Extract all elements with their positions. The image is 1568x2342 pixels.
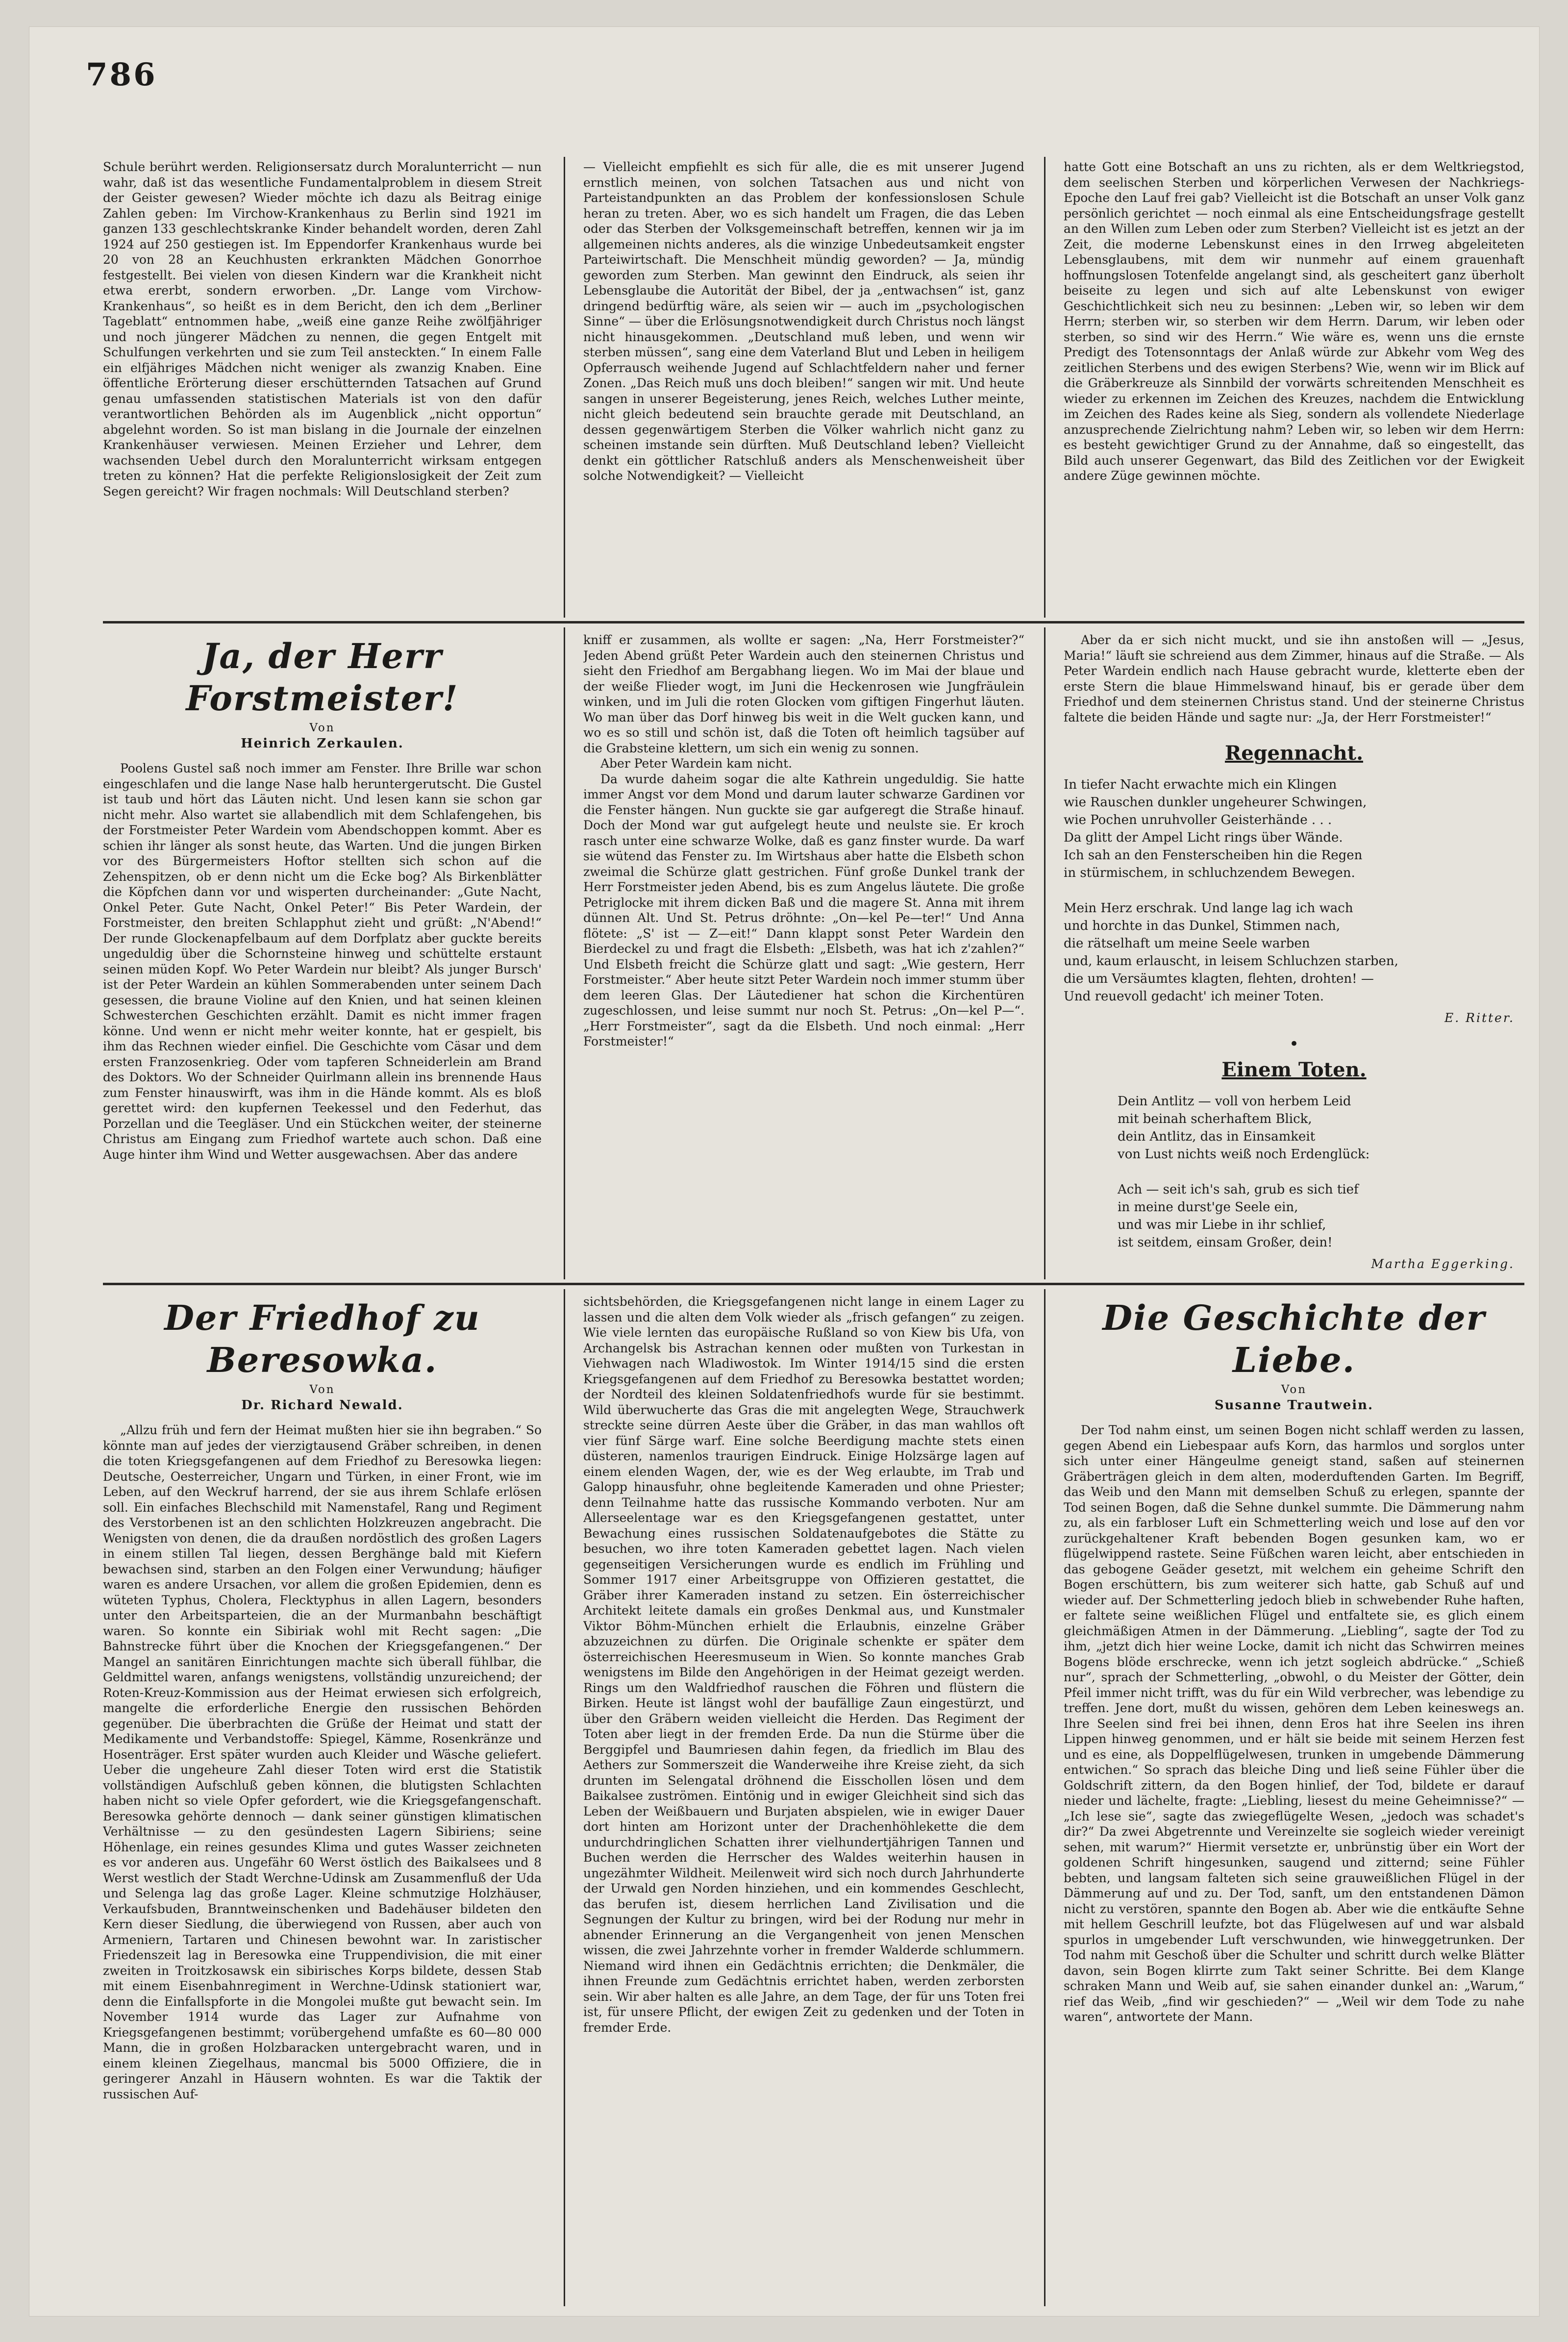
poem-einem-toten-author: Martha Eggerking. xyxy=(1371,1256,1515,1271)
poem-line: In tiefer Nacht erwachte mich ein Klingen xyxy=(1064,777,1337,792)
poem-line: die um Versäumtes klagten, flehten, drohten! — xyxy=(1064,972,1374,986)
friedhof-byline-label: Von xyxy=(309,1383,335,1396)
poem-separator: • xyxy=(1289,1034,1299,1054)
liebe-text: Der Tod nahm einst, um seinen Bogen nicht schlaff werden zu lassen, gegen Abend ein Liebespaar aufs Korn, das harmlos und sorglos unter sich unter einer Hängeulme geneigt stand, saßen auf steinernen Gräberträgen gleich in dem alten, moderduftenden Garten. Im Begriff, das Weib und den Mann mit demselben Schuß zu erlegen, spannte der Tod seinen Bogen, daß die Sehne dunkel summte. Die Dämmerung nahm zu, als ein farbloser Luft ein Schmetterling weich und lose auf den vor zurückgehaltener Kraft bebenden Bogen gesunken kam, wo er flügelwippend rastete. Seine Füßchen waren leicht, aber entschieden in das gebogene Geäder gesetzt, mit welchem ein geheime Schrift den Bogen erschüttern, bis zum weiterer sich hatte, gab Schuß auf und wieder auf. Der Schmetterling jedoch blieb in schwebender Ruhe haften, er faltete seine weißlichen Flügel und entfaltete sie, es glich einem gleichmäßigen Atmen in der Dämmerung. „Liebling“, sagte der Tod zu ihm, „jetzt dich hier weine Locke, damit ich nicht das Schwirren meines Bogens blöde erschrecke, wenn ich jetzt sogleich abdrücke.“ „Schieß nur“, sprach der Schmetterling, „obwohl, o du Meister der Götter, dein Pfeil immer nicht trifft, was du für ein Wild verbrecher, was lebendige zu treffen. Jene dort, mußt du wissen, gehören dem Leben keineswegs an. Ihre Seelen sind frei bei ihnen, denn Eros hat ihre Seelen ins ihren Lippen hinweg genommen, und er hält sie beide mit seinem Herzen fest und es eine, als Doppelflügelwesen, trunken in umgebende Dämmerung entwichen.“ So sprach das bleiche Ding und ließ seine Fühler über die Goldschrift zittern, da den Bogen hinlief, der Tod, bildete er darauf nieder und lächelte, fragte: „Liebling, liesest du meine Geheimnisse?“ — „Ich lese sie“, sagte das zwiegeflügelte Wesen, „jedoch was schadet's dir?“ Da zwei Abgetrennte und Vereinzelte sie sogleich wieder vereinigt sehen, mit warum?“ Hiermit versetzte er, unbrünstig über ein Wort der goldenen Schrift hingesunken, saugend und zitternd; seine Fühler bebten, und langsam falteten sich seine grauweißlichen Flügel in der Dämmerung auf und zu. Der Tod, sanft, um den entstandenen Dämon nicht zu verstören, spannte den Bogen ab. Aber wie die entkäufte Sehne mit hellem Geschrill leufzte, bot das Flügelwesen auf und war alsbald spurlos in umgebender Luft verschwunden, wie hinweggetrunken. Der Tod nahm mit Geschoß über die Schulter und schritt durch welke Blätter davon, sein Bogen klirrte zum Takt seiner Schritte. Bei dem Klange schraken Mann und Weib auf, sie sahen einander dunkel an: „Warum,“ rief das Weib, „find wir geschieden?“ — „Weil wir dem Tode zu nahe waren“, antwortete der Mann. xyxy=(1064,1423,1524,2024)
liebe-author: Susanne Trautwein. xyxy=(1214,1398,1374,1413)
liebe-column xyxy=(1064,1294,1524,2304)
section-divider xyxy=(103,1283,1524,1285)
forst-text-1: Poolens Gustel saß noch immer am Fenster. Ihre Brille war schon eingeschlafen und die lange Nase halb heruntergerutscht. Die Gustel ist taub und hört das Läuten nicht. Und lesen kann sie schon gar nicht mehr. Also wartet sie allabendlich mit dem Schlafengehen, bis der Forstmeister Peter Wardein vom Abendschoppen kommt. Aber es schien ihr länger als sonst heute, das Warten. Und die jungen Birken vor des Bürgermeisters Hoftor stellten sich schon auf die Zehenspitzen, ob er denn nicht um die Ecke bog? Als Birkenblätter die Köpfchen dann vor und wisperten durcheinander: „Gute Nacht, Onkel Peter. Gute Nacht, Onkel Peter!“ Bis Peter Wardein, der Forstmeister, den breiten Schlapphut zieht und grüßt: „N'Abend!“ Der runde Glockenapfelbaum auf dem Dorfplatz aber guckte bereits ungeduldig über die Schornsteine hinweg und schüttelte erstaunt seinen müden Kopf. Wo Peter Wardein nur bleibt? Als junger Bursch' ist der Peter Wardein an kühlen Sommerabenden unter seinem Dach gesessen, die braune Violine auf den Knien, und hat seinen kleinen Schwesterchen Geschichten erzählt. Damit es nicht immer fragen könne. Und wenn er nicht mehr weiter konnte, hat er gespielt, bis ihm das Rechnen wieder einfiel. Die Geschichte vom Cäsar und dem ersten Franzosenkrieg. Oder vom tapferen Schneiderlein am Brand des Doktors. Wo der Schneider Quirlmann allein ins brennende Haus zum Fenster hinauswirft, was ihm in die Hände kommt. Als es bloß gerettet wird: den kupfernen Teekessel und den Federhut, das Porzellan und die Teegläser. Und ein Stückchen weiter, der steinerne Christus am Eingang zum Friedhof wartete auch schon. Daß eine Auge hinter ihm Wind und Wetter ausgewachsen. Aber das andere xyxy=(103,761,542,1162)
column-rule xyxy=(564,627,565,1279)
essay-text-2: — Vielleicht empfiehlt es sich für alle, die es mit unserer Jugend ernstlich meinen, von solchen Tatsachen aus und nicht von Parteistandpunkten an das Problem der konfessionslosen Schule heran zu treten. Aber, wo es sich handelt um Fragen, die das Leben oder das Sterben der Volksgemeinschaft betreffen, kennen wir ja im allgemeinen nichts anderes, als die winzige Unbedeutsamkeit engster Parteiwirtschaft. Die Menschheit mündig geworden? — Ja, mündig geworden zum Sterben. Man gewinnt den Eindruck, als seien ihr Lebensglaube die Autorität der Bibel, der ja „entwachsen“ ist, ganz dringend bedürftig wäre, als seien wir — auch im „psychologischen Sinne“ — über die Erlösungsnotwendigkeit durch Christus noch längst nicht hinausgekommen. „Deutschland muß leben, und wenn wir sterben müssen“, sang eine dem Vaterland Blut und Leben in heiligem Opferrausch weihende Jugend auf Schlachtfeldern naher und ferner Zonen. „Das Reich muß uns doch bleiben!“ sangen wir mit. Und heute sangen in unserer Begeisterung, jenes Reich, welches Luther meinte, nicht gleich bedeutend sein brauchte gerade mit Deutschland, an dessen gegenwärtigem Sterben die Völker wahrlich nicht ganz zu scheinen imstande sein dürften. Muß Deutschland leben? Vielleicht denkt ein göttlicher Ratschluß anders als Menschenweisheit über solche Notwendigkeit? — Vielleicht xyxy=(583,160,1024,483)
forst-column-3 xyxy=(1064,632,1524,1277)
poem-line: Dein Antlitz — voll von herbem Leid xyxy=(1118,1094,1351,1109)
page-number: 786 xyxy=(86,56,157,93)
forst-text-2b: Aber Peter Wardein kam nicht. xyxy=(600,756,793,771)
liebe-title: Die Geschichte der Liebe. xyxy=(1102,1297,1486,1380)
friedhof-column-1 xyxy=(103,1294,542,2304)
friedhof-column-2 xyxy=(583,1294,1024,2304)
poem-line: Und reuevoll gedacht' ich meiner Toten. xyxy=(1064,989,1324,1004)
forst-column-2 xyxy=(583,632,1024,1277)
friedhof-text-2: sichtsbehörden, die Kriegsgefangenen nicht lange in einem Lager zu lassen und die alten dem Volk wieder als „frisch gefangen“ zu zeigen. Wie viele lernten das europäische Rußland so von Kiew bis Ufa, von Archangelsk bis Astrachan kennen oder mußten von Turkestan in Viehwagen nach Wladiwostok. Im Winter 1914/15 sind die ersten Kriegsgefangenen auf dem Friedhof zu Beresowka bestattet worden; der Nordteil des kleinen Soldatenfriedhofs wurde für sie bestimmt. Wild überwucherte das Gras die mit angelegten Wege, Strauchwerk streckte seine dürren Aeste über die Gräber, in das man wahllos oft vier fünf Särge warf. Eine solche Beerdigung machte stets einen düsteren, namenlos traurigen Eindruck. Einige Holzsärge lagen auf einem elenden Wagen, der, wie es der Weg erlaubte, im Trab und Galopp hinausfuhr, ohne begleitende Kameraden und ohne Priester; denn Teilnahme hatte das russische Kommando verboten. Nur am Allerseelentage war es den Kriegsgefangenen gestattet, unter Bewachung eines russischen Soldatenaufgebotes die Stätte zu besuchen, wo ihre toten Kameraden gebettet lagen. Nach vielen gegenseitigen Versicherungen wurde es endlich im Frühling und Sommer 1917 einer Arbeitsgruppe von Offizieren gestattet, die Gräber ihrer Kameraden instand zu setzen. Ein österreichischer Architekt leitete damals ein großes Denkmal aus, und Kunstmaler Viktor Böhm-München erhielt die Erlaubnis, einzelne Gräber abzuzeichnen zu dürfen. Die Originale schenkte er später dem österreichischen Heeresmuseum in Wien. So konnte manches Grab wenigstens im Bilde den Angehörigen in der Heimat gezeigt werden. Rings um den Waldfriedhof rauschen die Föhren und flüstern die Birken. Heute ist längst wohl der baufällige Zaun eingestürzt, und über den Gräbern weiden vielleicht die Herden. Das Regiment der Toten aber liegt in der fremden Erde. Da nun die Stürme über die Berggipfel und Baumriesen dahin fegen, da friedlich im Blau des Aethers zur Sommerszeit die Wanderweihe ihre Kreise zieht, da sich drunten im Selengatal dröhnend die Eisschollen lösen und dem Baikalsee zuströmen. Eintönig und in ewiger Gleichheit sind sich das Leben der Weißbauern und Burjaten abspielen, wie in ewiger Dauer dort hinten am Horizont unter der Drachenhöhlekette die dem undurchdringlichen Schatten ihrer vielhundertjährigen Tannen und Buchen werden die Herrscher des Waldes weiterhin hausen in ungezähmter Wildheit. Meilenweit wird sich noch durch Jahrhunderte der Urwald gen Norden hinziehen, und ein kommendes Geschlecht, das berufen ist, diesem herrlichen Land Zivilisation und die Segnungen der Kultur zu bringen, wird bei der Rodung nur mehr in abnender Erinnerung an die Vergangenheit von jenen Menschen wissen, die zwei Jahrzehnte vorher in fremder Walderde schlummern. Niemand wird ihnen ein Gedächtnis errichten; die Denkmäler, die ihnen Freunde zum Gedächtnis errichtet haben, werden zerborsten sein. Wir aber halten es alle Jahre, an dem Tage, der für uns Toten frei ist, für unsere Pflicht, der ewigen Zeit zu gedenken und der Toten in fremder Erde. xyxy=(583,1295,1024,2035)
column-rule xyxy=(1044,157,1045,618)
poem-line: in meine durst'ge Seele ein, xyxy=(1118,1199,1298,1215)
friedhof-title: Der Friedhof zu Beresowka. xyxy=(164,1297,480,1380)
poem-line: Ach — seit ich's sah, grub es sich tief xyxy=(1118,1182,1359,1197)
poem-regennacht-title: Regennacht. xyxy=(1224,742,1364,765)
poem-line xyxy=(1118,1163,1524,1181)
poem-line: und, kaum erlauscht, in leisem Schluchzen starben, xyxy=(1064,954,1398,969)
essay-column-2 xyxy=(583,159,1024,615)
poem-einem-toten-title: Einem Toten. xyxy=(1221,1058,1367,1081)
poem-regennacht xyxy=(1064,776,1524,1005)
column-rule xyxy=(564,157,565,618)
poem-line: Mein Herz erschrak. Und lange lag ich wach xyxy=(1064,901,1353,916)
poem-line: dein Antlitz, das in Einsamkeit xyxy=(1118,1129,1316,1144)
friedhof-text-1: „Allzu früh und fern der Heimat mußten hier sie ihn begraben.“ So könnte man auf jedes der vierzigtausend Gräber schreiben, in denen die toten Kriegsgefangenen auf dem Friedhof zu Beresowka liegen: Deutsche, Oesterreicher, Ungarn und Türken, in einer Front, wie im Leben, auf den Weckruf harrend, der sie aus ihrem Schlafe erlösen soll. Ein einfaches Blechschild mit Namenstafel, Rang und Regiment des Verstorbenen ist an den schlichten Holzkreuzen angebracht. Die Wenigsten von denen, die da draußen nordöstlich des großen Lagers in einem stillen Tal liegen, dessen Berghänge bald mit Kiefern bewachsen sind, starben an den Folgen einer Verwundung; häufiger waren es andere Ursachen, vor allem die großen Epidemien, denn es wüteten Typhus, Cholera, Flecktyphus in allen Lagern, besonders unter den Arbeitsparteien, die an der Murmanbahn beschäftigt waren. So konnte ein Sibiriak wohl mit Recht sagen: „Die Bahnstrecke führt über die Knochen der Kriegsgefangenen.“ Der Mangel an sanitären Einrichtungen machte sich überall fühlbar, die Geldmittel waren, anfangs wenigstens, vollständig unzureichend; der Roten-Kreuz-Kommission aus der Heimat erwiesen sich erfolgreich, mangelte die erforderliche Energie den russischen Behörden gegenüber. Die überbrachten die Grüße der Heimat und statt der Medikamente und Verbandstoffe: Spiegel, Kämme, Rosenkränze und Hosenträger. Erst später wurden auch Kleider und Wäsche geliefert. Ueber die ungeheure Zahl dieser Toten wird erst die Statistik vollständigen Aufschluß geben können, die blutigsten Schlachten haben nicht so viele Opfer gefordert, wie die Kriegsgefangenschaft. Beresowka gehörte dennoch — dank seiner günstigen klimatischen Verhältnisse — zu den gesündesten Lagern Sibiriens; seine Höhenlage, ein reines gesundes Klima und gutes Wasser zeichneten es vor anderen aus. Ungefähr 60 Werst östlich des Baikalsees und 8 Werst westlich der Stadt Werchne-Udinsk am Zusammenfluß der Uda und Selenga lag das große Lager. Kleine schmutzige Holzhäuser, Verkaufsbuden, Branntweinschenken und Badehäuser bildeten den Kern dieser Siedlung, die überwiegend von Russen, aber auch von Armeniern, Tartaren und Chinesen bewohnt war. In zaristischer Friedenszeit lag in Beresowka eine Truppendivision, die mit einer zweiten in Troitzkosawsk ein sibirisches Korps bildete, dessen Stab mit einem Eisenbahnregiment in Werchne-Udinsk stationiert war, denn die Einfallspforte in die Mongolei mußte gut bewacht sein. Im November 1914 wurde das Lager zur Aufnahme von Kriegsgefangenen bestimmt; vorübergehend umfaßte es 60—80 000 Mann, die in großen Holzbaracken untergebracht waren, und in einem kleinen Ziegelhaus, mancmal bis 5000 Offiziere, die in geringerer Anzahl in Häusern wohnten. Es war die Taktik der russischen Auf- xyxy=(103,1423,542,2101)
poem-line: und horchte in das Dunkel, Stimmen nach, xyxy=(1064,919,1341,933)
poem-line: ist seitdem, einsam Großer, dein! xyxy=(1118,1235,1333,1250)
poem-line: die rätselhaft um meine Seele warben xyxy=(1064,936,1310,951)
column-rule xyxy=(1044,1289,1045,2306)
poem-line: wie Pochen unruhvoller Geisterhände . . . xyxy=(1064,813,1332,827)
liebe-byline-label: Von xyxy=(1281,1383,1307,1396)
forst-text-2a: kniff er zusammen, als wollte er sagen: „Na, Herr Forstmeister?“ Jeden Abend grüßt Peter Wardein auch den steinernen Christus und sieht den Friedhof am Bergabhang liegen. Wo im Mai der blaue und der weiße Flieder wogt, im Juni die Heckenrosen wie Jungfräulein winken, und im Juli die roten Glocken vom giftigen Fingerhut läuten. Wo man über das Dorf hinweg bis weit in die Welt gucken kann, und wo es so still und schön ist, daß die Toten oft heimlich tagsüber auf die Grabsteine klettern, um sich ein wenig zu sonnen. xyxy=(583,633,1024,755)
poem-line: Da glitt der Ampel Licht rings über Wände. xyxy=(1064,830,1343,845)
essay-text-1: Schule berührt werden. Religionsersatz durch Moralunterricht — nun wahr, daß ist das wesentliche Fundamentalproblem in diesem Streit der Geister gewesen? Wieder möchte ich dazu als Beitrag einige Zahlen geben: Im Virchow-Krankenhaus zu Berlin sind 1921 im ganzen 133 geschlechtskranke Kinder behandelt worden, deren Zahl 1924 auf 250 gestiegen ist. Im Eppendorfer Krankenhaus wurde bei 20 von 28 an Keuchhusten erkrankten Mädchen Gonorrhoe festgestellt. Bei vielen von diesen Kindern war die Krankheit nicht etwa ererbt, sondern erworben. „Dr. Lange vom Virchow-Krankenhaus“, so heißt es in dem Bericht, den ich dem „Berliner Tageblatt“ entnommen habe, „weiß eine ganze Reihe zwölfjähriger und noch jüngerer Mädchen zu nennen, die gegen Entgelt mit Schulfungen verkehrten und sie zum Teil ansteckten.“ In einem Falle ein elfjähriges Mädchen nicht weniger als zwanzig Knaben. Eine öffentliche Erörterung dieser erschütternden Tatsachen auf Grund genau umfassenden statistischen Materials ist von den dafür verantwortlichen Behörden als im Augenblick „nicht opportun“ abgelehnt worden. So ist man bislang in die Journale der einzelnen Krankenhäuser verwiesen. Meinen Erzieher und Lehrer, dem wachsenden Uebel durch den Moralunterricht wirksam entgegen treten zu können? Hat die perfekte Religionslosigkeit der Zeit zum Segen gereicht? Wir fragen nochmals: Will Deutschland sterben? xyxy=(103,160,542,498)
forst-text-3: Aber da er sich nicht muckt, und sie ihn anstoßen will — „Jesus, Maria!“ läuft sie schreiend aus dem Zimmer, hinaus auf die Straße. — Als Peter Wardein endlich nach Hause gebracht wurde, kletterte eben der erste Stern die blaue Himmelswand hinauf, bis er gerade über dem Friedhof und dem steinernen Christus stand. Und der steinerne Christus faltete die beiden Hände und sagte nur: „Ja, der Herr Forstmeister!“ xyxy=(1064,633,1524,724)
column-rule xyxy=(564,1289,565,2306)
poem-line: und was mir Liebe in ihr schlief, xyxy=(1118,1217,1326,1232)
poem-line: in stürmischem, in schluchzendem Bewegen. xyxy=(1064,866,1355,880)
poem-line: wie Rauschen dunkler ungeheurer Schwingen, xyxy=(1064,795,1367,810)
column-rule xyxy=(1044,627,1045,1279)
section-divider xyxy=(103,621,1524,623)
forst-author: Heinrich Zerkaulen. xyxy=(241,736,404,751)
poem-line xyxy=(1064,882,1524,899)
poem-line: von Lust nichts weiß noch Erdenglück: xyxy=(1118,1146,1370,1162)
essay-column-1 xyxy=(103,159,542,615)
poem-line: mit beinah scherhaftem Blick, xyxy=(1118,1111,1312,1126)
essay-text-3: hatte Gott eine Botschaft an uns zu richten, als er dem Weltkriegstod, dem seelischen Sterben und körperlichen Verwesen der Nachkriegs-Epoche den Lauf frei gab? Vielleicht ist die Botschaft an unser Volk ganz persönlich gerichtet — noch einmal als eine Entscheidungsfrage gestellt an den Willen zum Leben oder zum Sterben? Vielleicht ist es jetzt an der Zeit, die moderne Lebenskunst eines in den Irrweg abgeleiteten Lebensglaubens, mit dem wir nunmehr auf einem grauenhaft hoffnungslosen Totenfelde angelangt sind, als gescheitert ganz überholt beiseite zu legen und sich auf alte Lebenskunst von ewiger Geschichtlichkeit sich neu zu besinnen: „Leben wir, so leben wir dem Herrn; sterben wir, so sterben wir dem Herrn. Darum, wir leben oder sterben, so sind wir des Herrn.“ Wie wäre es, wenn uns die ernste Predigt des Totensonntags der Anlaß würde zur Abkehr vom Weg des zeitlichen Sterbens und des ewigen Sterbens? Wie, wenn wir im Blick auf die Gräberkreuze als Sinnbild der vorwärts schreitenden Menschheit es wieder zu erkennen im Zeichen des Kreuzes, nachdem die Entwicklung im Zeichen des Rades keine als Sieg, sondern als vollendete Niederlage anzusprechende Zielrichtung nahm? Leben wir, so leben wir dem Herrn: es besteht gewichtiger Grund zu der Annahme, daß so eingestellt, das Bild auch unserer Gegenwart, das Bild des Zeitlichen vor der Ewigkeit andere Züge gewinnen möchte. xyxy=(1064,160,1524,483)
forst-column-1 xyxy=(103,632,542,1277)
poem-line: Ich sah an den Fensterscheiben hin die Regen xyxy=(1064,848,1363,863)
forst-byline-label: Von xyxy=(309,722,335,734)
forst-title: Ja, der Herr Forstmeister! xyxy=(186,636,459,719)
friedhof-author: Dr. Richard Newald. xyxy=(241,1398,403,1413)
essay-column-3 xyxy=(1064,159,1524,615)
poem-einem-toten xyxy=(1064,1093,1524,1251)
newspaper-page xyxy=(29,27,1539,2316)
forst-text-2c: Da wurde daheim sogar die alte Kathrein ungeduldig. Sie hatte immer Angst vor dem Mond und darum lauter schwarze Gardinen vor die Fenster hängen. Nun guckte sie gar aufgeregt die Straße hinauf. Doch der Mond war gut aufgelegt heute und neulste sie. Er kroch rasch unter eine schwarze Wolke, daß es ganz finster wurde. Da warf sie wütend das Fenster zu. Im Wirtshaus aber hatte die Elsbeth schon zweimal die Schürze glatt gestrichen. Fünf große Dunkel trank der Herr Forstmeister jeden Abend, bis es zum Angelus läutete. Die große Petriglocke mit ihrem dicken Baß und die magere St. Anna mit ihrem dünnen Alt. Und St. Petrus dröhnte: „On—kel Pe—ter!“ Und Anna flötete: „S' ist — Z—eit!“ Dann klappt sonst Peter Wardein den Bierdeckel zu und fragt die Elsbeth: „Elsbeth, was hat ich z'zahlen?“ Und Elsbeth freicht die Schürze glatt und sagt: „Wie gestern, Herr Forstmeister.“ Aber heute sitzt Peter Wardein noch immer stumm über dem leeren Glas. Der Läutediener hat schon die Kirchentüren zugeschlossen, und leise summt nur noch St. Petrus: „On—kel P—“. „Herr Forstmeister“, sagt da die Elsbeth. Und noch einmal: „Herr Forstmeister!“ xyxy=(583,772,1024,1048)
poem-regennacht-author: E. Ritter. xyxy=(1444,1011,1515,1025)
